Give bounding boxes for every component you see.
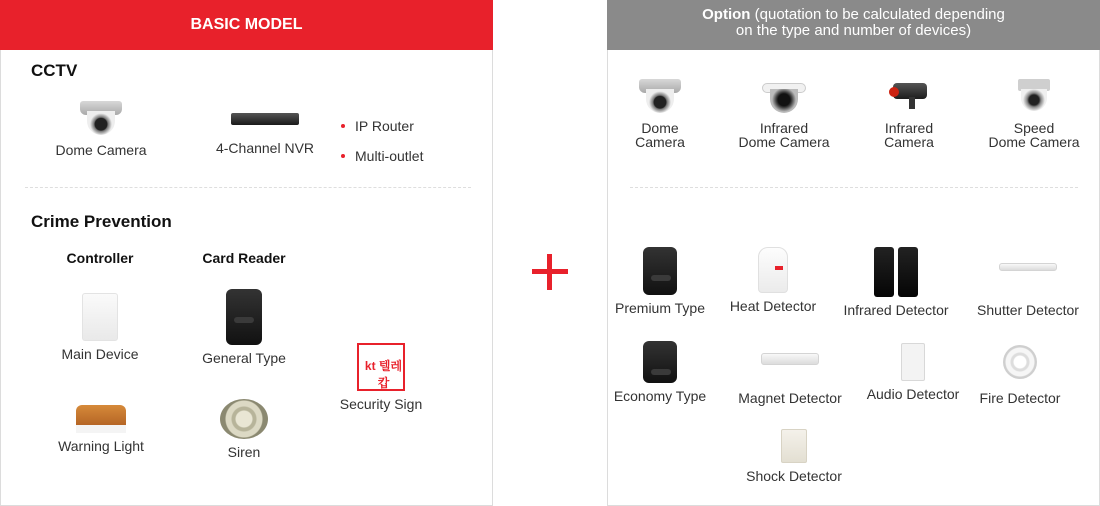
premium-reader-icon	[643, 247, 677, 295]
dome-camera-icon	[80, 101, 122, 137]
shutter-detector-item	[958, 263, 1098, 317]
economy-type-label: Economy Type	[613, 388, 707, 404]
heat-detector-label: Heat Detector	[729, 298, 817, 314]
infrared-camera-label: Infrared Camera	[884, 120, 934, 150]
magnet-detector-label: Magnet Detector	[738, 390, 842, 406]
basic-model-header: BASIC MODEL	[0, 0, 493, 50]
fire-detector-icon	[1003, 345, 1037, 379]
card-reader-title: Card Reader	[202, 250, 286, 266]
sign-text: kt 텔레캅	[364, 359, 403, 390]
shock-detector-item	[724, 429, 864, 483]
bullet-multi-outlet: Multi-outlet	[341, 141, 423, 171]
audio-detector-icon	[901, 343, 925, 381]
magnet-detector-item	[720, 353, 860, 405]
dome-camera-label: Dome Camera	[55, 142, 147, 158]
option-header-bold: Option	[702, 6, 751, 23]
dome-camera-icon	[639, 79, 681, 115]
siren-item	[174, 399, 314, 459]
card-reader-icon	[226, 289, 262, 345]
economy-reader-icon	[643, 341, 677, 383]
shutter-detector-label: Shutter Detector	[977, 302, 1079, 318]
option-header	[607, 0, 1100, 50]
infrared-camera-icon	[887, 79, 931, 113]
section-divider	[25, 187, 471, 188]
audio-detector-label: Audio Detector	[866, 386, 960, 402]
heat-detector-icon	[758, 247, 788, 293]
shutter-detector-icon	[999, 263, 1057, 271]
option-divider	[630, 187, 1078, 188]
fire-detector-item	[950, 345, 1090, 405]
cctv-title: CCTV	[31, 61, 78, 80]
warning-light-icon	[76, 405, 126, 433]
option-header-text-1: (quotation to be calculated depending	[750, 6, 1005, 23]
infrared-dome-camera-item	[714, 79, 854, 149]
option-dome-camera-label: Dome Camera	[635, 120, 685, 150]
infrared-camera-item	[839, 79, 979, 149]
option-header-line-1	[607, 7, 1100, 23]
shock-detector-icon	[781, 429, 807, 463]
heat-detector-item	[703, 247, 843, 313]
option-dome-camera-item	[590, 79, 730, 149]
security-sign-icon	[357, 343, 405, 391]
plus-icon	[532, 254, 568, 290]
cctv-bullet-list	[341, 111, 423, 171]
premium-type-label: Premium Type	[615, 300, 705, 316]
option-panel	[607, 0, 1100, 506]
fire-detector-label: Fire Detector	[979, 390, 1061, 406]
bullet-ip-router: IP Router	[341, 111, 423, 141]
controller-title: Controller	[66, 250, 134, 266]
nvr-label: 4-Channel NVR	[215, 140, 315, 156]
main-device-item	[30, 293, 170, 361]
main-device-icon	[82, 293, 118, 341]
infrared-dome-camera-label: Infrared Dome Camera	[738, 120, 830, 150]
basic-model-panel	[0, 0, 493, 506]
security-sign-item	[311, 343, 451, 411]
option-header-text-2: on the type and number of devices)	[735, 22, 972, 39]
speed-dome-camera-icon	[1016, 79, 1052, 113]
speed-dome-camera-label: Speed Dome Camera	[988, 120, 1080, 150]
siren-icon	[220, 399, 268, 439]
crime-prevention-title: Crime Prevention	[31, 212, 172, 231]
warning-light-label: Warning Light	[58, 438, 144, 454]
security-sign-label: Security Sign	[339, 396, 423, 412]
siren-label: Siren	[227, 444, 261, 460]
infrared-detector-icon	[872, 247, 920, 297]
magnet-detector-icon	[761, 353, 819, 365]
nvr-item	[195, 101, 335, 155]
shock-detector-label: Shock Detector	[746, 468, 842, 484]
infrared-detector-item	[826, 247, 966, 317]
infrared-dome-camera-icon	[762, 79, 806, 115]
infrared-detector-label: Infrared Detector	[843, 302, 949, 318]
general-type-label: General Type	[202, 350, 286, 366]
nvr-icon	[231, 113, 299, 125]
main-device-label: Main Device	[61, 346, 139, 362]
warning-light-item	[31, 405, 171, 453]
general-type-item	[174, 289, 314, 365]
economy-type-item	[590, 341, 730, 403]
dome-camera-item	[31, 101, 171, 157]
speed-dome-camera-item	[964, 79, 1100, 149]
